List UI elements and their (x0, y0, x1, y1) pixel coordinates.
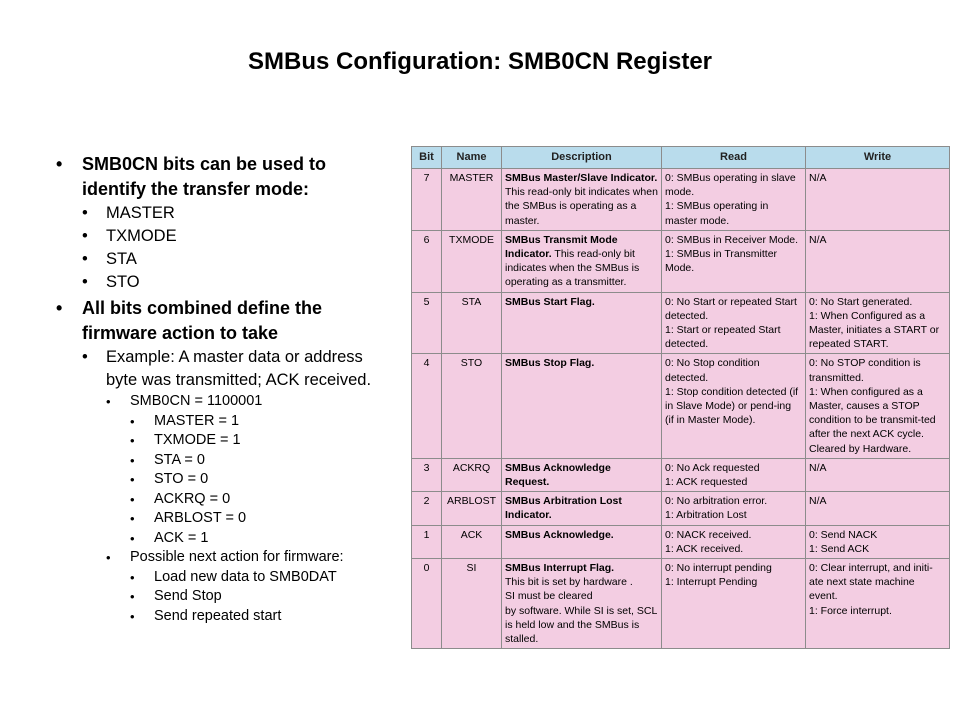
register-table (411, 146, 950, 649)
bullet-item (130, 568, 386, 588)
bullet-text: TXMODE (106, 227, 177, 245)
bullet-dot: • (130, 452, 135, 468)
cell-read: 0: No Ack requested 1: ACK requested (662, 458, 806, 491)
bullet-dot: • (56, 298, 63, 318)
description-title: SMBus Acknowledge. (505, 528, 614, 541)
description-body: This bit is set by hardware . SI must be cleared by software. While SI is set, SCL is held low and the SMBus is stalled. (505, 576, 657, 646)
description-title: SMBus Transmit Mode Indicator. (505, 233, 618, 261)
table-row (412, 230, 950, 292)
cell-name: SI (442, 559, 502, 649)
bullet-text: ACK = 1 (154, 529, 209, 546)
bullet-item (82, 346, 386, 392)
bullet-item (82, 248, 386, 271)
bullet-item (130, 431, 386, 451)
bullet-text: SMB0CN bits can be used to identify the transfer mode: (82, 154, 327, 199)
cell-write: N/A (806, 230, 950, 292)
bullet-text: All bits combined define the firmware action to take (82, 298, 323, 343)
bullet-text: Example: A master data or address byte was transmitted; ACK received. (106, 348, 372, 389)
cell-description (502, 559, 662, 649)
table-row (412, 169, 950, 231)
cell-description (502, 230, 662, 292)
description-title: SMBus Acknowledge Request. (505, 461, 611, 489)
bullet-text: ARBLOST = 0 (154, 510, 247, 526)
bullet-dot: • (56, 154, 63, 174)
cell-description (502, 354, 662, 458)
bullet-text: STO = 0 (154, 471, 209, 487)
header-description: Description (502, 147, 662, 169)
bullet-dot: • (82, 227, 88, 245)
bullet-item (106, 392, 386, 412)
table-row (412, 559, 950, 649)
bullet-text: ACKRQ = 0 (154, 490, 231, 507)
bullet-dot: • (82, 273, 88, 291)
description-title: SMBus Master/Slave Indicator. (505, 172, 658, 184)
slide-title: SMBus Configuration: SMB0CN Register (247, 48, 712, 75)
cell-write: 0: No Start generated. 1: When Configured as a Master, initiates a START or repeated START. (806, 292, 950, 354)
bullet-text: MASTER (106, 204, 175, 222)
bullet-item (130, 490, 386, 510)
bullet-text: MASTER = 1 (154, 412, 240, 429)
bullet-dot: • (106, 394, 111, 409)
bullet-item (130, 529, 386, 549)
cell-read: 0: No Stop condition detected. 1: Stop condition detected (if in Slave Mode) or pend-ing (if in Master Mode). (662, 354, 806, 458)
table-row (412, 292, 950, 354)
bullet-text: Send repeated start (154, 607, 282, 624)
table-row (412, 458, 950, 491)
cell-bit: 2 (412, 492, 442, 525)
cell-read: 0: No interrupt pending 1: Interrupt Pending (662, 559, 806, 649)
cell-name: STA (442, 292, 502, 354)
bullet-item (82, 271, 386, 294)
bullet-item (130, 470, 386, 490)
bullet-list (56, 150, 386, 626)
bullet-dot: • (130, 530, 135, 546)
cell-name: ACK (442, 525, 502, 558)
cell-write: N/A (806, 169, 950, 231)
bullet-text: STA = 0 (154, 451, 205, 468)
bullet-text: Possible next action for firmware: (130, 549, 344, 565)
cell-read: 0: No Start or repeated Start detected. 1: Start or repeated Start detected. (662, 292, 806, 354)
description-title: SMBus Start Flag. (505, 295, 595, 308)
bullet-item (56, 296, 386, 346)
header-read: Read (662, 147, 806, 169)
table-header-row (412, 147, 950, 169)
cell-name: ARBLOST (442, 492, 502, 525)
cell-read: 0: SMBus operating in slave mode. 1: SMBus operating in master mode. (662, 169, 806, 231)
bullet-dot: • (130, 511, 135, 526)
cell-bit: 3 (412, 458, 442, 491)
cell-bit: 4 (412, 354, 442, 458)
bullet-text: Load new data to SMB0DAT (154, 568, 337, 585)
bullet-dot: • (130, 608, 135, 624)
cell-read: 0: No arbitration error. 1: Arbitration Lost (662, 492, 806, 525)
cell-description (502, 292, 662, 354)
bullet-item (82, 202, 386, 225)
bullet-dot: • (130, 433, 135, 448)
bullet-dot: • (130, 569, 135, 585)
cell-bit: 1 (412, 525, 442, 558)
bullet-item (56, 152, 386, 202)
table-row (412, 492, 950, 525)
cell-bit: 5 (412, 292, 442, 354)
cell-write: 0: Send NACK 1: Send ACK (806, 525, 950, 558)
bullet-text: Send Stop (154, 588, 222, 604)
bullet-item (130, 451, 386, 471)
bullet-text: STO (106, 273, 140, 291)
bullet-dot: • (106, 550, 111, 565)
cell-read: 0: SMBus in Receiver Mode. 1: SMBus in Transmitter Mode. (662, 230, 806, 292)
description-title: SMBus Arbitration Lost Indicator. (505, 495, 622, 522)
bullet-item (130, 607, 386, 627)
bullet-item (106, 548, 386, 568)
cell-description (502, 458, 662, 491)
description-title: SMBus Interrupt Flag. (505, 562, 615, 575)
cell-write: 0: No STOP condition is transmitted. 1: When configured as a Master, causes a STOP condition to be transmit-ted after the next ACK cycle. Cleared by Hardware. (806, 354, 950, 458)
bullet-text: SMB0CN = 1100001 (130, 393, 263, 409)
cell-write: 0: Clear interrupt, and initi-ate next state machine event. 1: Force interrupt. (806, 559, 950, 649)
bullet-item (130, 412, 386, 432)
cell-read: 0: NACK received. 1: ACK received. (662, 525, 806, 558)
cell-bit: 7 (412, 169, 442, 231)
bullet-dot: • (130, 472, 135, 487)
bullet-item (130, 509, 386, 529)
cell-name: TXMODE (442, 230, 502, 292)
bullet-text: STA (106, 250, 137, 268)
cell-name: ACKRQ (442, 458, 502, 491)
cell-description (502, 169, 662, 231)
table-row (412, 525, 950, 558)
cell-write: N/A (806, 458, 950, 491)
cell-name: MASTER (442, 169, 502, 231)
header-write: Write (806, 147, 950, 169)
description-title: SMBus Stop Flag. (505, 357, 595, 370)
cell-bit: 6 (412, 230, 442, 292)
description-body: This read-only bit indicates when the SMBus is operating as a transmitter. (505, 248, 640, 289)
table-row (412, 354, 950, 458)
bullet-text: TXMODE = 1 (154, 432, 241, 448)
cell-write: N/A (806, 492, 950, 525)
description-body: This read-only bit indicates when the SMBus is operating as a master. (505, 186, 658, 227)
cell-name: STO (442, 354, 502, 458)
bullet-item (82, 225, 386, 248)
cell-bit: 0 (412, 559, 442, 649)
bullet-dot: • (82, 250, 88, 268)
header-name: Name (442, 147, 502, 169)
cell-description (502, 492, 662, 525)
bullet-dot: • (130, 589, 135, 604)
cell-description (502, 525, 662, 558)
bullet-item (130, 587, 386, 607)
bullet-dot: • (82, 348, 88, 366)
bullet-dot: • (82, 204, 88, 222)
bullet-dot: • (130, 491, 135, 507)
header-bit: Bit (412, 147, 442, 169)
bullet-dot: • (130, 413, 135, 429)
